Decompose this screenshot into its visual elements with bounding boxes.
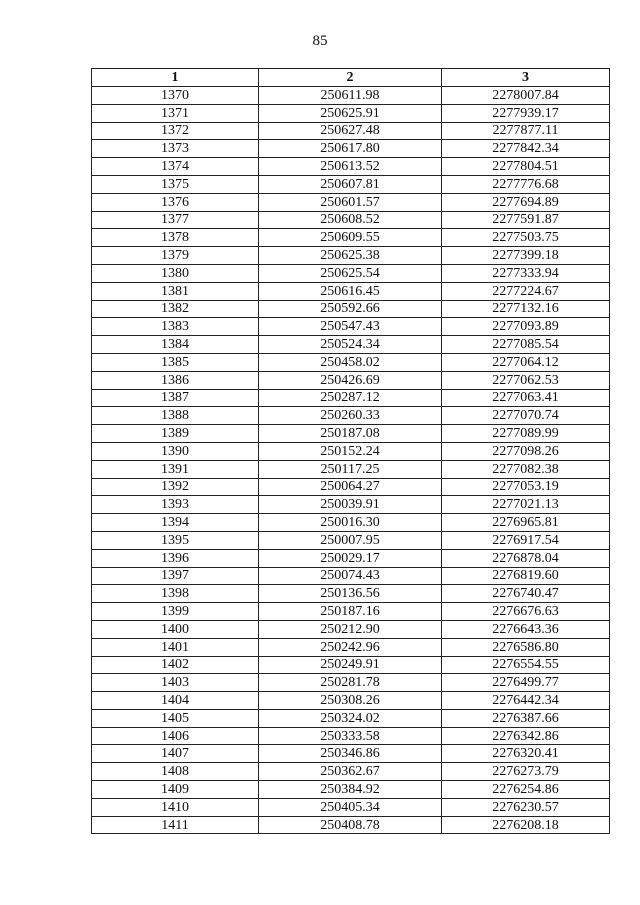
- table-row: [92, 353, 610, 371]
- table-row: [92, 336, 610, 354]
- table-cell-col-1: 1410: [92, 798, 259, 816]
- table-cell-col-1: 1385: [92, 353, 259, 371]
- table-cell-col-1: 1399: [92, 603, 259, 621]
- table-cell-col-3: 2277503.75: [442, 229, 610, 247]
- table-row: [92, 692, 610, 710]
- table-cell-col-1: 1379: [92, 247, 259, 265]
- coordinates-table: [91, 68, 610, 834]
- table-row: [92, 122, 610, 140]
- table-cell-col-3: 2277224.67: [442, 282, 610, 300]
- table-cell-col-1: 1376: [92, 193, 259, 211]
- table-cell-col-2: 250426.69: [259, 371, 442, 389]
- table-cell-col-1: 1388: [92, 407, 259, 425]
- table-cell-col-1: 1384: [92, 336, 259, 354]
- table-row: [92, 318, 610, 336]
- table-cell-col-2: 250458.02: [259, 353, 442, 371]
- table-cell-col-1: 1403: [92, 674, 259, 692]
- table-cell-col-2: 250346.86: [259, 745, 442, 763]
- table-cell-col-3: 2277694.89: [442, 193, 610, 211]
- table-cell-col-1: 1394: [92, 514, 259, 532]
- table-cell-col-1: 1408: [92, 763, 259, 781]
- table-cell-col-3: 2276965.81: [442, 514, 610, 532]
- table-cell-col-2: 250249.91: [259, 656, 442, 674]
- table-cell-col-3: 2276554.55: [442, 656, 610, 674]
- table-cell-col-2: 250260.33: [259, 407, 442, 425]
- table-row: [92, 603, 610, 621]
- table-cell-col-3: 2276643.36: [442, 620, 610, 638]
- table-cell-col-3: 2277804.51: [442, 158, 610, 176]
- table-row: [92, 229, 610, 247]
- table-cell-col-2: 250611.98: [259, 87, 442, 105]
- table-row: [92, 745, 610, 763]
- table-cell-col-1: 1409: [92, 781, 259, 799]
- table-cell-col-1: 1402: [92, 656, 259, 674]
- table-cell-col-3: 2277021.13: [442, 496, 610, 514]
- table-cell-col-2: 250242.96: [259, 638, 442, 656]
- table-row: [92, 460, 610, 478]
- table-cell-col-1: 1411: [92, 816, 259, 834]
- table-cell-col-1: 1404: [92, 692, 259, 710]
- column-header-2: 2: [259, 69, 442, 87]
- table-cell-col-3: 2276442.34: [442, 692, 610, 710]
- table-cell-col-1: 1396: [92, 549, 259, 567]
- table-cell-col-3: 2277939.17: [442, 104, 610, 122]
- table-cell-col-3: 2277591.87: [442, 211, 610, 229]
- table-cell-col-3: 2277089.99: [442, 425, 610, 443]
- table-row: [92, 674, 610, 692]
- table-cell-col-2: 250152.24: [259, 442, 442, 460]
- table-cell-col-1: 1391: [92, 460, 259, 478]
- table-cell-col-2: 250601.57: [259, 193, 442, 211]
- table-cell-col-3: 2277085.54: [442, 336, 610, 354]
- table-cell-col-3: 2277842.34: [442, 140, 610, 158]
- table-row: [92, 87, 610, 105]
- table-row: [92, 531, 610, 549]
- table-cell-col-3: 2276273.79: [442, 763, 610, 781]
- table-cell-col-2: 250547.43: [259, 318, 442, 336]
- table-row: [92, 175, 610, 193]
- table-cell-col-3: 2276878.04: [442, 549, 610, 567]
- table-cell-col-3: 2277082.38: [442, 460, 610, 478]
- table-cell-col-1: 1387: [92, 389, 259, 407]
- table-row: [92, 567, 610, 585]
- table-row: [92, 300, 610, 318]
- table-cell-col-2: 250617.80: [259, 140, 442, 158]
- table-row: [92, 425, 610, 443]
- table-cell-col-2: 250616.45: [259, 282, 442, 300]
- table-row: [92, 282, 610, 300]
- table-cell-col-1: 1389: [92, 425, 259, 443]
- table-row: [92, 193, 610, 211]
- table-cell-col-1: 1373: [92, 140, 259, 158]
- table-cell-col-1: 1386: [92, 371, 259, 389]
- table-row: [92, 763, 610, 781]
- table-cell-col-2: 250074.43: [259, 567, 442, 585]
- table-cell-col-2: 250333.58: [259, 727, 442, 745]
- table-cell-col-3: 2277064.12: [442, 353, 610, 371]
- table-cell-col-1: 1371: [92, 104, 259, 122]
- table-row: [92, 620, 610, 638]
- table-cell-col-2: 250187.16: [259, 603, 442, 621]
- table-cell-col-3: 2276387.66: [442, 709, 610, 727]
- table-row: [92, 709, 610, 727]
- table-row: [92, 104, 610, 122]
- table-cell-col-3: 2277776.68: [442, 175, 610, 193]
- table-cell-col-1: 1390: [92, 442, 259, 460]
- table-cell-col-3: 2276254.86: [442, 781, 610, 799]
- table-cell-col-1: 1397: [92, 567, 259, 585]
- table-cell-col-1: 1370: [92, 87, 259, 105]
- table-cell-col-1: 1398: [92, 585, 259, 603]
- table-cell-col-1: 1392: [92, 478, 259, 496]
- table-cell-col-2: 250324.02: [259, 709, 442, 727]
- table-row: [92, 549, 610, 567]
- table-cell-col-2: 250627.48: [259, 122, 442, 140]
- table-header-row: [92, 69, 610, 87]
- table-cell-col-1: 1372: [92, 122, 259, 140]
- table-cell-col-3: 2277098.26: [442, 442, 610, 460]
- table-cell-col-1: 1381: [92, 282, 259, 300]
- table-row: [92, 496, 610, 514]
- table-cell-col-2: 250064.27: [259, 478, 442, 496]
- table-row: [92, 798, 610, 816]
- table-row: [92, 585, 610, 603]
- table-cell-col-3: 2277063.41: [442, 389, 610, 407]
- table-cell-col-2: 250029.17: [259, 549, 442, 567]
- table-cell-col-2: 250136.56: [259, 585, 442, 603]
- table-cell-col-3: 2278007.84: [442, 87, 610, 105]
- table-cell-col-2: 250287.12: [259, 389, 442, 407]
- table-body: [92, 87, 610, 834]
- table-cell-col-1: 1406: [92, 727, 259, 745]
- table-cell-col-3: 2276499.77: [442, 674, 610, 692]
- table-cell-col-1: 1405: [92, 709, 259, 727]
- table-cell-col-3: 2276740.47: [442, 585, 610, 603]
- table-row: [92, 727, 610, 745]
- table-row: [92, 247, 610, 265]
- table-cell-col-1: 1374: [92, 158, 259, 176]
- table-cell-col-2: 250281.78: [259, 674, 442, 692]
- table-row: [92, 389, 610, 407]
- table-row: [92, 442, 610, 460]
- table-cell-col-2: 250007.95: [259, 531, 442, 549]
- table-cell-col-2: 250384.92: [259, 781, 442, 799]
- table-row: [92, 158, 610, 176]
- table-cell-col-3: 2276819.60: [442, 567, 610, 585]
- table-cell-col-2: 250362.67: [259, 763, 442, 781]
- table-cell-col-3: 2276230.57: [442, 798, 610, 816]
- table-cell-col-2: 250625.38: [259, 247, 442, 265]
- table-cell-col-1: 1377: [92, 211, 259, 229]
- table-cell-col-2: 250592.66: [259, 300, 442, 318]
- table-cell-col-3: 2277399.18: [442, 247, 610, 265]
- table-row: [92, 211, 610, 229]
- table-row: [92, 478, 610, 496]
- table-cell-col-2: 250187.08: [259, 425, 442, 443]
- table-cell-col-1: 1407: [92, 745, 259, 763]
- table-cell-col-1: 1401: [92, 638, 259, 656]
- table-row: [92, 514, 610, 532]
- table-cell-col-2: 250608.52: [259, 211, 442, 229]
- table-cell-col-2: 250117.25: [259, 460, 442, 478]
- table-cell-col-1: 1395: [92, 531, 259, 549]
- table-row: [92, 816, 610, 834]
- table-cell-col-2: 250039.91: [259, 496, 442, 514]
- table-row: [92, 371, 610, 389]
- table-cell-col-2: 250524.34: [259, 336, 442, 354]
- table-cell-col-2: 250408.78: [259, 816, 442, 834]
- table-row: [92, 407, 610, 425]
- table-cell-col-1: 1383: [92, 318, 259, 336]
- table-cell-col-2: 250609.55: [259, 229, 442, 247]
- table-cell-col-1: 1393: [92, 496, 259, 514]
- table-cell-col-2: 250212.90: [259, 620, 442, 638]
- table-cell-col-3: 2277053.19: [442, 478, 610, 496]
- table-cell-col-2: 250308.26: [259, 692, 442, 710]
- table-cell-col-2: 250613.52: [259, 158, 442, 176]
- page-number: 85: [312, 33, 328, 49]
- table-cell-col-1: 1380: [92, 264, 259, 282]
- table-cell-col-1: 1382: [92, 300, 259, 318]
- column-header-1: 1: [92, 69, 259, 87]
- table-cell-col-3: 2277877.11: [442, 122, 610, 140]
- table-cell-col-2: 250625.54: [259, 264, 442, 282]
- table-cell-col-3: 2276586.80: [442, 638, 610, 656]
- table-cell-col-3: 2276917.54: [442, 531, 610, 549]
- table-row: [92, 638, 610, 656]
- table-cell-col-1: 1400: [92, 620, 259, 638]
- table-cell-col-3: 2276208.18: [442, 816, 610, 834]
- table-row: [92, 264, 610, 282]
- table-row: [92, 140, 610, 158]
- table-cell-col-3: 2276342.86: [442, 727, 610, 745]
- table-cell-col-3: 2277333.94: [442, 264, 610, 282]
- table-cell-col-2: 250405.34: [259, 798, 442, 816]
- table-cell-col-2: 250607.81: [259, 175, 442, 193]
- column-header-3: 3: [442, 69, 610, 87]
- table-row: [92, 781, 610, 799]
- table-row: [92, 656, 610, 674]
- table-cell-col-1: 1375: [92, 175, 259, 193]
- table-cell-col-3: 2277062.53: [442, 371, 610, 389]
- table-cell-col-2: 250625.91: [259, 104, 442, 122]
- table-cell-col-3: 2276320.41: [442, 745, 610, 763]
- table-cell-col-3: 2277132.16: [442, 300, 610, 318]
- table-cell-col-3: 2277093.89: [442, 318, 610, 336]
- table-cell-col-3: 2277070.74: [442, 407, 610, 425]
- table-cell-col-1: 1378: [92, 229, 259, 247]
- table-cell-col-3: 2276676.63: [442, 603, 610, 621]
- table-cell-col-2: 250016.30: [259, 514, 442, 532]
